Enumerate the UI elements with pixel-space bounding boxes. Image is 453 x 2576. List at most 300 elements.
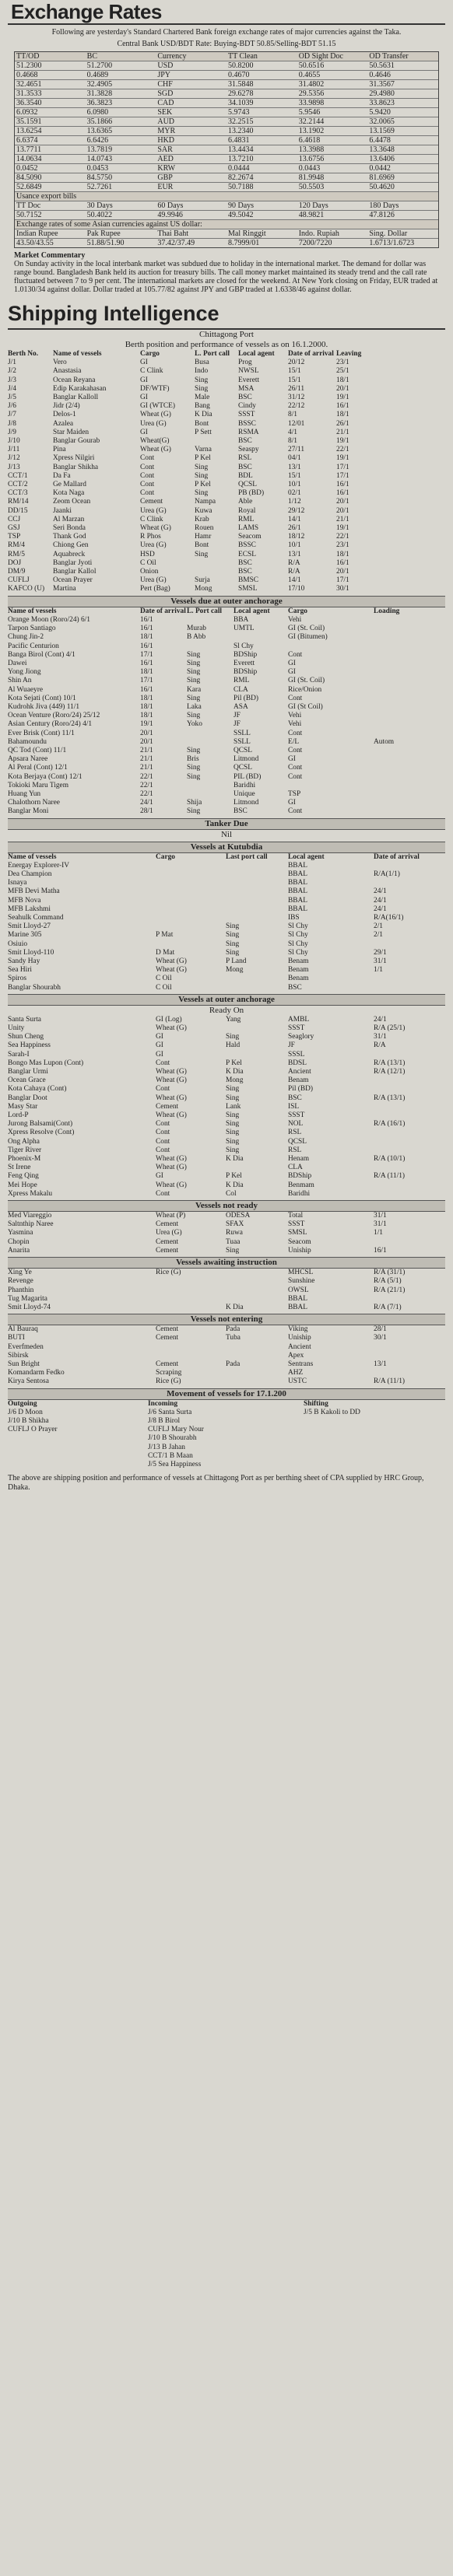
table-row	[8, 429, 445, 437]
table-row	[8, 507, 445, 516]
rate-cell: Indo. Rupiah	[298, 229, 339, 238]
table-cell: LAMS	[238, 524, 259, 533]
table-cell: Busa	[195, 359, 209, 367]
table-cell: Azalea	[53, 419, 74, 428]
rate-cell: 50.8200	[228, 61, 254, 70]
table-cell: GI	[156, 1050, 163, 1059]
table-cell: BSC	[238, 437, 252, 446]
table-row	[8, 1076, 445, 1085]
table-row	[8, 807, 445, 816]
table-cell	[156, 862, 226, 870]
table-row	[8, 1111, 445, 1120]
table-cell: Sunshine	[288, 1277, 315, 1286]
rate-cell: 120 Days	[298, 201, 328, 210]
tanker-due-title: Tanker Due	[8, 818, 445, 830]
table-cell: Jidr (2/4)	[53, 402, 80, 411]
rate-cell: 32.2515	[228, 117, 254, 126]
table-row	[8, 1409, 445, 1417]
table-cell: SSST	[288, 1024, 305, 1033]
table-cell: RM/14	[8, 498, 29, 506]
table-cell: QCSL	[234, 746, 252, 754]
table-cell: Pina	[53, 446, 66, 454]
table-cell: Viking	[288, 1325, 308, 1334]
table-cell: Unique	[234, 789, 255, 798]
table-row	[8, 764, 445, 772]
table-cell	[226, 870, 288, 879]
table-cell: Ancient	[288, 1342, 311, 1351]
table-cell: Sing	[226, 1137, 240, 1146]
table-cell: Sl Chy	[288, 940, 308, 948]
table-cell	[374, 730, 422, 738]
table-cell: 02/1	[288, 489, 301, 498]
table-cell: Wheat (G)	[156, 1155, 187, 1164]
table-cell	[156, 905, 226, 914]
table-cell	[374, 703, 422, 712]
table-cell: J/2	[8, 367, 16, 376]
table-cell: R/A	[288, 568, 300, 576]
table-row	[8, 668, 445, 677]
table-cell: Benam	[288, 966, 309, 975]
table-cell: Banglar Moni	[8, 807, 49, 816]
table-cell: R/A (25/1)	[374, 1024, 406, 1033]
table-cell: Wheat (G)	[156, 1094, 187, 1102]
table-row	[8, 1461, 445, 1469]
table-cell: NWSL	[238, 367, 259, 376]
table-cell: Date of arrival	[288, 350, 334, 358]
table-cell: 14/1	[288, 576, 301, 585]
table-cell: 13/1	[374, 1360, 387, 1368]
table-row	[8, 1247, 445, 1255]
table-row	[8, 984, 445, 992]
table-cell: Al Bauraq	[8, 1325, 38, 1334]
table-cell: Anarita	[8, 1246, 30, 1255]
table-cell	[374, 1369, 445, 1377]
table-cell: 15/1	[288, 376, 301, 384]
table-cell: Tarpon Santiago	[8, 625, 56, 633]
market-commentary	[14, 251, 439, 294]
table-row	[8, 790, 445, 799]
table-cell: J/11	[8, 446, 20, 454]
rate-cell: 6.6426	[86, 136, 109, 145]
table-cell: Everett	[238, 376, 260, 384]
table-cell: Yasmina	[8, 1229, 33, 1237]
table-row	[8, 720, 445, 729]
table-cell: JF	[234, 712, 241, 720]
table-cell: 21/1	[140, 764, 153, 772]
table-cell	[156, 1277, 226, 1286]
table-cell: Sl Chy	[288, 931, 308, 940]
table-cell: OWSL	[288, 1286, 309, 1294]
table-cell: Seacom	[238, 533, 262, 541]
rate-cell: 13.7819	[86, 145, 113, 154]
table-cell: Smit Lloyd-110	[8, 948, 54, 957]
table-cell: Banglar Gourab	[53, 437, 100, 446]
table-cell: Sing	[226, 1085, 240, 1094]
table-cell: 14/1	[288, 515, 301, 523]
table-cell	[374, 712, 422, 720]
table-cell	[288, 642, 374, 651]
table-cell: RML	[238, 515, 255, 523]
table-cell: Sl Chy	[288, 948, 308, 957]
table-cell: Cont	[156, 1059, 170, 1067]
table-cell	[187, 738, 234, 747]
rate-row	[15, 70, 438, 79]
table-cell: J/6 Santa Surta	[148, 1408, 192, 1416]
table-cell: 13/1	[288, 550, 301, 558]
table-cell	[374, 764, 422, 772]
table-cell	[374, 782, 422, 790]
table-cell: Incoming	[148, 1399, 178, 1408]
table-cell: UMTL	[234, 625, 255, 633]
table-cell: Kudrohk Jiva (449) 11/1	[8, 702, 80, 711]
table-row	[8, 1452, 445, 1461]
table-cell: 31/1	[374, 1212, 387, 1220]
table-cell: Thank God	[53, 533, 86, 541]
table-cell: BDShip	[234, 668, 258, 677]
table-row	[8, 642, 445, 651]
table-cell: K Dia	[195, 411, 212, 419]
table-row	[8, 420, 445, 429]
table-cell: 1/12	[288, 498, 301, 506]
table-cell: C Oil	[156, 983, 172, 992]
table-cell: Smit Lloyd-74	[8, 1303, 51, 1311]
table-cell: Everett	[234, 659, 255, 667]
table-cell: Murab	[187, 625, 206, 633]
table-cell: 31/1	[374, 957, 387, 965]
table-cell: BSC	[238, 394, 252, 402]
table-cell: Last port call	[226, 852, 268, 861]
table-row	[8, 616, 445, 625]
rate-cell: 90 Days	[228, 201, 255, 210]
rate-cell: 14.0634	[16, 155, 42, 163]
table-cell	[187, 790, 234, 799]
table-cell: Masy Star	[8, 1102, 38, 1111]
table-row	[8, 897, 445, 905]
table-cell: DD/15	[8, 506, 28, 515]
table-cell: 20/1	[140, 737, 153, 746]
table-cell: CCT/2	[8, 481, 28, 489]
table-cell: R/A	[374, 1041, 386, 1050]
table-cell: Name of vessels	[8, 852, 57, 861]
table-cell: Local agent	[238, 350, 275, 358]
table-cell: Shin An	[8, 677, 32, 685]
table-row	[8, 1103, 445, 1111]
table-cell	[374, 940, 445, 949]
table-cell: Krab	[195, 515, 209, 523]
table-cell: Sing	[195, 550, 209, 558]
table-cell	[156, 1304, 226, 1312]
rate-cell: SAR	[157, 145, 173, 154]
table-cell: Local agent	[288, 852, 325, 861]
table-cell: GI (St. Coil)	[288, 625, 325, 633]
table-cell: BBAL	[288, 879, 308, 887]
table-cell: Banglar Jyoti	[53, 558, 93, 567]
rate-cell: 5.9420	[369, 108, 391, 117]
rate-cell: 31.5848	[228, 80, 254, 89]
table-row	[8, 1016, 445, 1024]
table-cell	[226, 1295, 288, 1304]
outer-anchorage-title: Vessels at outer anchorage	[8, 994, 445, 1006]
table-row	[8, 541, 445, 550]
table-cell	[304, 1444, 445, 1452]
table-cell: GI	[156, 1172, 163, 1181]
table-cell: J/8 B Birol	[148, 1416, 181, 1425]
table-cell: Tuaa	[226, 1237, 241, 1246]
table-cell: Cont	[288, 772, 303, 781]
table-cell: Sing	[226, 1120, 240, 1129]
table-cell	[374, 1138, 445, 1146]
outer-anchorage-due-title: Vessels due at outer anchorage	[8, 596, 445, 607]
table-cell: Local agent	[234, 607, 270, 615]
table-cell: 30/1	[374, 1334, 387, 1342]
table-cell: Sing	[195, 471, 209, 480]
table-cell: Cont	[156, 1129, 170, 1137]
table-cell: Sl Chy	[288, 922, 308, 931]
table-cell: K Dia	[226, 1303, 244, 1311]
table-cell: AMBL	[288, 1015, 310, 1024]
table-cell: Prog	[238, 359, 252, 367]
table-cell: Vehi	[288, 720, 302, 729]
table-cell: BSC	[238, 558, 252, 567]
rate-cell: 30 Days	[86, 201, 113, 210]
table-row	[8, 686, 445, 695]
table-cell: Cont	[140, 481, 155, 489]
table-cell: RSL	[288, 1129, 302, 1137]
table-cell: J/10	[8, 437, 20, 446]
table-cell	[226, 914, 288, 922]
table-cell: Shun Cheng	[8, 1033, 44, 1041]
table-cell	[374, 1111, 445, 1120]
table-cell: 16/1	[140, 625, 153, 633]
rate-cell: 32.4651	[16, 80, 42, 89]
table-cell: 17/1	[336, 576, 349, 585]
table-cell: 21/1	[336, 428, 349, 436]
table-row	[8, 1277, 445, 1286]
table-cell: K Dia	[226, 1155, 244, 1164]
table-cell: Sentrans	[288, 1360, 314, 1368]
table-cell: R/A (12/1)	[374, 1068, 406, 1076]
table-cell: Al Marzan	[53, 515, 85, 523]
table-cell: Wheat (G)	[140, 524, 171, 533]
table-cell: Sea Happiness	[8, 1041, 51, 1050]
table-row	[8, 773, 445, 782]
table-row	[8, 1155, 445, 1164]
table-cell: Sing	[226, 1111, 240, 1120]
rate-cell: 6.0980	[86, 108, 109, 117]
table-row	[8, 957, 445, 966]
rate-cell: KRW	[157, 164, 176, 173]
rate-row	[15, 89, 438, 98]
table-cell	[374, 975, 445, 983]
table-cell: 18/1	[336, 411, 349, 419]
table-cell: Royal	[238, 506, 256, 515]
table-cell: Ancient	[288, 1068, 311, 1076]
table-cell	[374, 862, 445, 870]
table-cell: Tokioki Maru Tigem	[8, 781, 68, 789]
table-cell	[156, 897, 226, 905]
table-row	[8, 1295, 445, 1304]
table-cell: R/A(1/1)	[374, 870, 400, 878]
table-cell	[226, 1286, 288, 1295]
table-cell: 18/12	[288, 533, 305, 541]
table-cell: SSLL	[234, 737, 251, 746]
table-cell	[226, 1343, 288, 1352]
rate-cell: 50.4620	[369, 183, 395, 191]
table-row	[8, 481, 445, 489]
rate-row	[15, 135, 438, 145]
table-cell: Nampa	[195, 498, 216, 506]
table-row	[8, 870, 445, 879]
table-cell: QC Tod (Cont) 11/1	[8, 746, 67, 754]
usance-values-row	[15, 210, 438, 219]
rate-cell: OD Sight Doc	[298, 52, 343, 61]
table-cell: 17/1	[336, 463, 349, 471]
table-cell: Wheat (G)	[156, 1181, 187, 1189]
table-row	[8, 454, 445, 463]
table-cell	[374, 747, 422, 755]
table-cell: Martina	[53, 585, 76, 593]
table-cell: Cement	[156, 1246, 179, 1255]
table-row	[8, 1212, 445, 1220]
table-cell: J/7	[8, 411, 16, 419]
table-cell: 24/1	[374, 887, 387, 896]
table-cell: C Oil	[140, 558, 156, 567]
table-cell: Cement	[156, 1334, 179, 1342]
table-cell: Col	[226, 1189, 237, 1198]
table-cell: CCT/3	[8, 489, 28, 498]
table-row	[8, 1138, 445, 1146]
table-cell: Wheat (G)	[156, 966, 187, 975]
table-row	[8, 585, 445, 593]
table-cell	[374, 1343, 445, 1352]
table-row	[8, 1325, 445, 1334]
rate-cell: 31.3567	[369, 80, 395, 89]
table-cell	[374, 642, 422, 651]
table-row	[8, 394, 445, 402]
table-cell: J/12	[8, 454, 20, 463]
rate-cell: 13.6406	[369, 155, 395, 163]
table-cell: Sing	[187, 746, 201, 754]
table-cell: Sibirsk	[8, 1351, 29, 1360]
table-cell: GI	[156, 1033, 163, 1041]
table-row	[8, 489, 445, 498]
table-cell: Cont	[288, 650, 303, 659]
table-cell: Anastasia	[53, 367, 82, 376]
table-cell: Urea (G)	[156, 1229, 182, 1237]
table-cell: BBAL	[288, 1294, 308, 1303]
table-cell	[156, 1295, 226, 1304]
table-cell: Mong	[226, 1076, 244, 1085]
table-cell: Xpress Makalu	[8, 1189, 53, 1198]
table-cell: Leaving	[336, 350, 362, 358]
kutubdia-title: Vessels at Kutubdia	[8, 842, 445, 853]
table-row	[8, 1269, 445, 1277]
table-row	[8, 1304, 445, 1312]
table-cell	[156, 1352, 226, 1360]
table-row	[8, 1172, 445, 1181]
table-cell: Sandy Hay	[8, 957, 40, 965]
table-cell: Urea (G)	[140, 506, 167, 515]
table-cell: BSC	[238, 463, 252, 471]
rate-row	[15, 79, 438, 89]
ready-on-title: Ready On	[209, 1005, 244, 1015]
table-cell: Vehi	[288, 712, 302, 720]
table-cell: GSJ	[8, 524, 20, 533]
table-cell: RM/4	[8, 541, 25, 550]
table-row	[8, 576, 445, 585]
table-row	[8, 359, 445, 367]
table-cell: TSP	[8, 533, 21, 541]
table-row	[8, 1343, 445, 1352]
table-row	[8, 1369, 445, 1377]
table-cell: Sing	[226, 1129, 240, 1137]
table-cell: Total	[288, 1212, 304, 1220]
table-cell: Outgoing	[8, 1399, 37, 1408]
table-cell: 20/1	[336, 498, 349, 506]
table-cell: Ong Alpha	[8, 1137, 40, 1146]
table-cell: Saltnthip Naree	[8, 1220, 54, 1229]
table-cell: Feng Qing	[8, 1172, 39, 1181]
table-row	[8, 1238, 445, 1247]
table-cell	[156, 1343, 226, 1352]
table-cell: 19/1	[336, 524, 349, 533]
table-cell: J/8	[8, 419, 16, 428]
rate-cell: 32.2144	[298, 117, 325, 126]
table-cell	[156, 1286, 226, 1295]
table-cell: Pada	[226, 1325, 241, 1334]
table-cell: 24/1	[374, 905, 387, 913]
table-cell: 17/1	[336, 471, 349, 480]
table-cell: Sing	[195, 489, 209, 498]
table-cell: Cement	[140, 498, 163, 506]
awaiting-title: Vessels awaiting instruction	[8, 1257, 445, 1269]
table-row	[8, 1068, 445, 1076]
table-row	[8, 1220, 445, 1229]
table-cell: Sl Chy	[234, 642, 254, 650]
table-cell: 18/1	[336, 550, 349, 558]
table-cell: 21/1	[140, 755, 153, 764]
table-cell: BSSC	[238, 419, 256, 428]
table-cell: MSA	[238, 384, 255, 393]
table-cell: 24/1	[374, 1015, 387, 1024]
table-cell: 26/11	[288, 384, 305, 393]
table-row	[8, 1426, 445, 1434]
rate-cell: 34.1039	[228, 99, 254, 107]
rate-cell: 13.7210	[228, 155, 254, 163]
table-cell: R/A (31/1)	[374, 1269, 406, 1277]
table-row	[8, 1041, 445, 1050]
table-cell: Lord-P	[8, 1111, 29, 1120]
rate-cell: 35.1866	[86, 117, 113, 126]
table-row	[8, 1181, 445, 1190]
table-cell	[304, 1426, 445, 1434]
table-row	[8, 633, 445, 642]
table-cell: MHCSL	[288, 1269, 314, 1277]
table-cell: Sarah-I	[8, 1050, 30, 1059]
table-cell: 30/1	[336, 585, 349, 593]
table-cell: R/A (16/1)	[374, 1120, 406, 1129]
table-cell: Ocean Prayer	[53, 576, 93, 585]
table-cell: Sing	[187, 677, 201, 685]
rate-cell: HKD	[157, 136, 175, 145]
table-cell: Rice (G)	[156, 1269, 181, 1277]
rate-cell: 47.8126	[369, 211, 395, 219]
exchange-rates-title: Exchange Rates	[8, 0, 445, 25]
table-cell: CCT/1 B Maan	[148, 1451, 193, 1460]
rate-cell: Mal Ringgit	[228, 229, 266, 238]
table-cell: Yoko	[187, 720, 202, 729]
table-cell: 20/1	[336, 384, 349, 393]
